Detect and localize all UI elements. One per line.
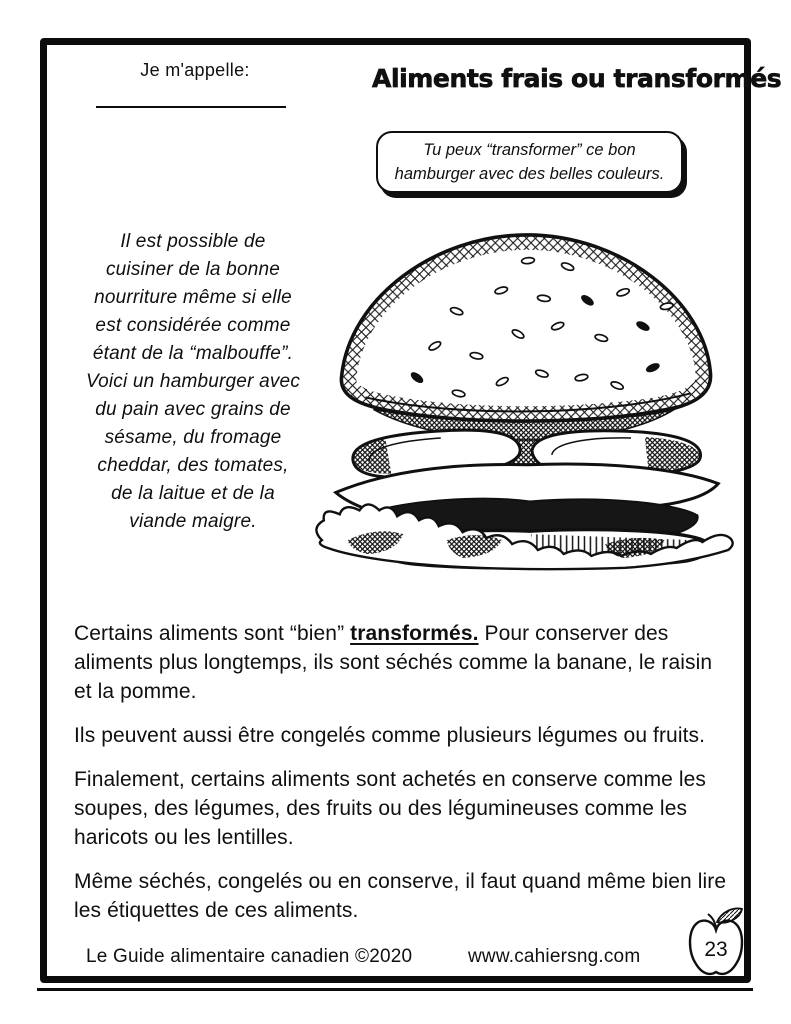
side-note-line: viande maigre. <box>129 511 257 532</box>
page-number: 23 <box>704 938 728 961</box>
footer-website: www.cahiersng.com <box>468 946 641 967</box>
paragraph-2: Ils peuvent aussi être congelés comme plusieurs légumes ou fruits. <box>74 724 706 747</box>
side-note-line: Voici un hamburger avec <box>85 371 301 392</box>
side-note-line: du pain avec grains de <box>95 399 291 420</box>
body-text <box>74 619 734 940</box>
side-note-line: Il est possible de <box>120 231 266 252</box>
side-note-line: de la laitue et de la <box>111 483 275 504</box>
side-note-line: est considérée comme <box>95 315 291 336</box>
paragraph-3: Finalement, certains aliments sont achetés en conserve comme les soupes, des légumes, des fruits ou des légumineuses comme les haricots ou les lentilles. <box>74 768 707 849</box>
apple-page-badge <box>686 906 746 980</box>
paragraph-1-start: Certains aliments sont “bien” <box>74 622 351 645</box>
top-bun <box>341 235 710 421</box>
side-note-line: cheddar, des tomates, <box>97 455 289 476</box>
bubble-line-2: hamburger avec des belles couleurs. <box>394 165 665 183</box>
hamburger-illustration <box>308 204 744 572</box>
side-note <box>60 228 326 536</box>
name-label: Je m'appelle: <box>140 60 250 80</box>
instruction-bubble <box>376 131 683 193</box>
side-note-line: sésame, du fromage <box>104 427 282 448</box>
side-note-line: cuisiner de la bonne <box>105 259 281 280</box>
bubble-line-1: Tu peux “transformer” ce bon <box>423 141 636 159</box>
paragraph-1-end: Pour conserver des aliments plus longtemps, ils sont séchés comme la banane, le raisin et la pomme. <box>74 622 713 703</box>
side-note-line: nourriture même si elle <box>94 287 292 308</box>
paragraph-1-keyword: transformés. <box>350 622 479 645</box>
page-border-bottom-shadow <box>37 988 753 991</box>
side-note-line: étant de la “malbouffe”. <box>92 343 294 364</box>
page-title: Aliments frais ou transformés <box>372 64 782 93</box>
footer-credit: Le Guide alimentaire canadien ©2020 <box>86 946 413 967</box>
paragraph-4: Même séchés, congelés ou en conserve, il faut quand même bien lire les étiquettes de ces aliments. <box>74 870 727 922</box>
paragraph-1 <box>74 619 734 706</box>
name-fill-in-line[interactable] <box>96 106 286 108</box>
